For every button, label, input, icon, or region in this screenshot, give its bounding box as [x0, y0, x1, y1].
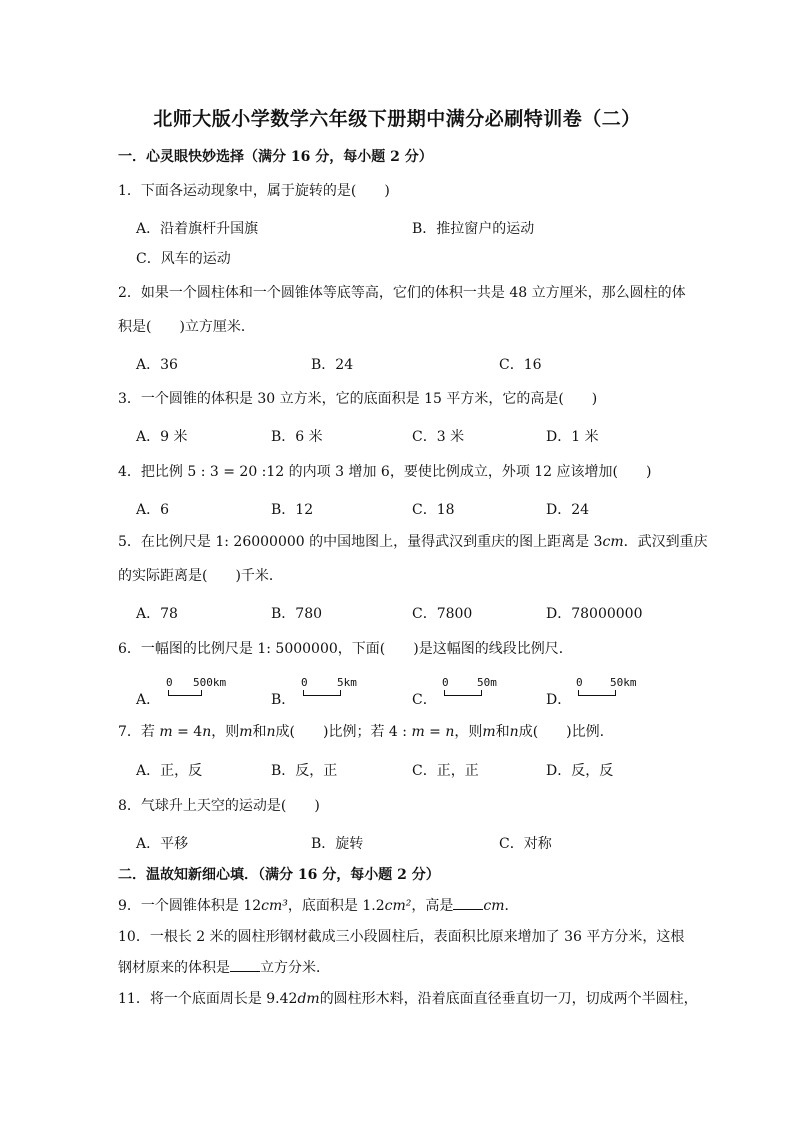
q6-scale-bar-a: [166, 676, 246, 698]
scale-distance-label: 5km: [337, 676, 357, 689]
q7-option-b[interactable]: B．反，正: [271, 763, 338, 779]
q5-text-b: ．武汉到重庆: [623, 534, 708, 550]
q6-option-c[interactable]: C．: [412, 692, 437, 708]
q9-unit: cm³: [261, 898, 288, 914]
question-5-line-1: [118, 531, 708, 551]
question-11: [118, 988, 698, 1008]
q8-option-b[interactable]: B．旋转: [311, 836, 364, 852]
answer-blank[interactable]: [230, 959, 260, 972]
q9-text: 9．一个圆锥体积是 12: [118, 898, 262, 914]
question-6: 6．一幅图的比例尺是 1: 5000000，下面( )是这幅图的线段比例尺．: [118, 641, 573, 657]
q7-text: =: [424, 724, 446, 740]
question-8: 8．气球升上天空的运动是( ): [118, 798, 320, 814]
q6-scale-bar-b: [301, 676, 381, 698]
q4-option-c[interactable]: C．18: [412, 502, 455, 518]
answer-blank[interactable]: [453, 897, 483, 910]
q6-scale-bar-c: [442, 676, 522, 698]
q5-option-a[interactable]: A．78: [136, 606, 178, 622]
q9-unit: cm²: [384, 898, 412, 914]
question-2-line-1: 2．如果一个圆柱体和一个圆锥体等底等高，它们的体积一共是 48 立方厘米，那么圆柱的体: [118, 285, 686, 301]
q7-text: 成( )比例.: [518, 724, 605, 740]
q6-option-b[interactable]: B．: [271, 692, 296, 708]
question-3: 3．一个圆锥的体积是 30 立方米，它的底面积是 15 平方米，它的高是( ): [118, 391, 598, 407]
question-10-line-2: [118, 957, 330, 977]
q2-option-a[interactable]: A．36: [136, 357, 178, 373]
q7-text: 7．若: [118, 724, 160, 740]
q7-text: 成( )比例；若 4 :: [275, 724, 412, 740]
question-4: 4．把比例 5 : 3 = 20 :12 的内项 3 增加 6，要使比例成立，外项 12 应该增加( ): [118, 464, 652, 480]
section-1-heading: 一．心灵眼快妙选择（满分 16 分，每小题 2 分）: [118, 149, 433, 165]
q5-option-c[interactable]: C．7800: [412, 606, 473, 622]
q5-option-b[interactable]: B．780: [271, 606, 323, 622]
question-9: [118, 895, 518, 915]
q7-text: ，则: [211, 724, 240, 740]
question-7: [118, 721, 604, 741]
q8-option-c[interactable]: C．对称: [499, 836, 552, 852]
q3-option-a[interactable]: A．9 米: [136, 429, 188, 445]
question-10-line-1: 10．一根长 2 米的圆柱形钢材截成三小段圆柱后，表面积比原来增加了 36 平方分米，这根: [118, 929, 685, 945]
scale-zero-label: 0: [301, 676, 308, 689]
q3-option-c[interactable]: C．3 米: [412, 429, 465, 445]
q7-text: 和: [252, 724, 267, 740]
q9-text: ，高是: [411, 898, 454, 914]
q4-option-b[interactable]: B．12: [271, 502, 314, 518]
q8-option-a[interactable]: A．平移: [136, 836, 189, 852]
q9-unit: cm: [483, 898, 505, 914]
scale-zero-label: 0: [576, 676, 583, 689]
q7-var-n: n: [509, 724, 519, 740]
q7-var-m: m: [411, 724, 425, 740]
q7-option-d[interactable]: D．反，反: [546, 763, 614, 779]
q6-option-a[interactable]: A．: [136, 692, 161, 708]
q7-var-m: m: [482, 724, 496, 740]
q5-option-d[interactable]: D．78000000: [546, 606, 643, 622]
q6-scale-bar-d: [576, 676, 656, 698]
q2-option-c[interactable]: C．16: [499, 357, 542, 373]
q11-text: 的圆柱形木料，沿着底面直径垂直切一刀，切成两个半圆柱，: [319, 991, 698, 1007]
q7-var-n: n: [266, 724, 276, 740]
q3-option-d[interactable]: D．1 米: [546, 429, 599, 445]
q10-text: 钢材原来的体积是: [118, 960, 230, 976]
q9-text: ，底面积是 1.2: [287, 898, 385, 914]
q7-text: ，则: [454, 724, 483, 740]
q7-option-c[interactable]: C．正，正: [412, 763, 479, 779]
scale-distance-label: 500km: [193, 676, 227, 689]
q9-text: ．: [504, 898, 519, 914]
q7-var-m: m: [239, 724, 253, 740]
q7-text: = 4: [172, 724, 203, 740]
q4-option-a[interactable]: A．6: [136, 502, 170, 518]
q7-text: 和: [495, 724, 510, 740]
q5-text-a: 5．在比例尺是 1: 26000000 的中国地图上，量得武汉到重庆的图上距离是 3: [118, 534, 603, 550]
question-2-line-2: 积是( )立方厘米．: [118, 319, 255, 335]
page-title: 北师大版小学数学六年级下册期中满分必刷特训卷（二）: [153, 108, 641, 130]
q7-var-n: n: [202, 724, 212, 740]
q11-unit: dm: [297, 991, 320, 1007]
question-5-line-2: 的实际距离是( )千米．: [118, 568, 283, 584]
q10-text: 立方分米．: [260, 960, 330, 976]
q3-option-b[interactable]: B．6 米: [271, 429, 323, 445]
q4-option-d[interactable]: D．24: [546, 502, 590, 518]
q1-option-b[interactable]: B．推拉窗户的运动: [412, 221, 535, 237]
q7-option-a[interactable]: A．正，反: [136, 763, 203, 779]
scale-zero-label: 0: [442, 676, 449, 689]
q7-var-n: n: [445, 724, 455, 740]
scale-distance-label: 50m: [477, 676, 497, 689]
q1-option-a[interactable]: A．沿着旗杆升国旗: [136, 221, 259, 237]
question-1: 1．下面各运动现象中，属于旋转的是( ): [118, 183, 390, 199]
scale-distance-label: 50km: [610, 676, 637, 689]
scale-line: [168, 690, 202, 696]
q1-option-c[interactable]: C．风车的运动: [136, 251, 231, 267]
scale-zero-label: 0: [166, 676, 173, 689]
section-2-heading: 二．温故知新细心填．（满分 16 分，每小题 2 分）: [118, 867, 440, 883]
q6-option-d[interactable]: D．: [546, 692, 572, 708]
q2-option-b[interactable]: B．24: [311, 357, 354, 373]
scale-line: [578, 690, 616, 696]
q11-text: 11．将一个底面周长是 9.42: [118, 991, 298, 1007]
scale-line: [444, 690, 482, 696]
q5-unit: cm: [602, 534, 624, 550]
q7-var-m: m: [159, 724, 173, 740]
scale-line: [303, 690, 341, 696]
